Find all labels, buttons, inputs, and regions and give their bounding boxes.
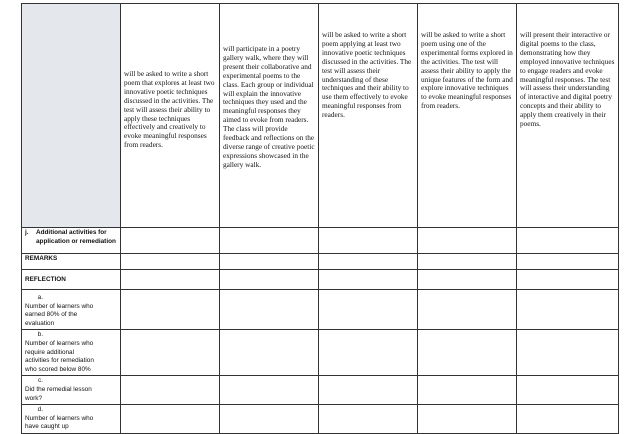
row-label: Number of learners who earned 80% of the evaluation [25, 302, 94, 327]
reflection-row [22, 270, 619, 290]
empty-cell[interactable] [517, 254, 619, 270]
empty-cell[interactable] [418, 228, 517, 254]
row-label: Number of learners who have caught up [25, 414, 94, 431]
empty-cell[interactable] [418, 376, 517, 405]
assessment-cell-4: will be asked to write a short poem using one of the experimental forms explored in the activities. The test will assess their ability to apply the unique features of the form and explore innovative techniques to evoke meaningful responses from readers. [418, 4, 517, 228]
empty-cell[interactable] [319, 228, 418, 254]
empty-cell[interactable] [319, 254, 418, 270]
reflection-d-label [22, 405, 121, 434]
empty-cell[interactable] [517, 330, 619, 376]
empty-cell[interactable] [418, 290, 517, 330]
assessment-row [22, 4, 619, 228]
empty-cell[interactable] [319, 376, 418, 405]
row-label: Number of learners who require additional activities for remediation who scored below 80% [25, 339, 94, 373]
reflection-c-label [22, 376, 121, 405]
lesson-plan-table [21, 3, 619, 434]
empty-cell[interactable] [220, 330, 319, 376]
empty-cell[interactable] [517, 228, 619, 254]
reflection-d-row [22, 405, 619, 434]
empty-cell[interactable] [319, 270, 418, 290]
empty-cell[interactable] [517, 270, 619, 290]
empty-cell[interactable] [418, 254, 517, 270]
additional-activities-label [22, 228, 121, 254]
reflection-a-label [22, 290, 121, 330]
row-label: Additional activities for application or remediation [36, 229, 116, 245]
assessment-label-cell [22, 4, 121, 228]
empty-cell[interactable] [121, 376, 220, 405]
empty-cell[interactable] [220, 254, 319, 270]
empty-cell[interactable] [517, 405, 619, 434]
empty-cell[interactable] [121, 330, 220, 376]
empty-cell[interactable] [220, 270, 319, 290]
reflection-label: REFLECTION [22, 270, 121, 290]
row-number: j. [25, 229, 29, 236]
reflection-b-row [22, 330, 619, 376]
remarks-row [22, 254, 619, 270]
empty-cell[interactable] [121, 270, 220, 290]
row-number: a. [37, 294, 43, 301]
empty-cell[interactable] [121, 228, 220, 254]
assessment-cell-2: will participate in a poetry gallery walk, where they will present their collaborative and experimental poems to the class. Each group or individual will explain the innovative techniques they used and the meaningful responses they aimed to evoke from readers. The class will provide feedback and reflections on the diverse range of creative poetic expressions showcased in the gallery walk. [220, 4, 319, 228]
remarks-label: REMARKS [22, 254, 121, 270]
row-number: d. [37, 406, 43, 414]
assessment-cell-1: will be asked to write a short poem that explores at least two innovative poetic techniques discussed in the activities. The test will assess their ability to apply these techniques effectively and creatively to evoke meaningful responses from readers. [121, 4, 220, 228]
empty-cell[interactable] [121, 290, 220, 330]
empty-cell[interactable] [418, 270, 517, 290]
row-number: b. [37, 331, 43, 339]
reflection-b-label [22, 330, 121, 376]
empty-cell[interactable] [220, 405, 319, 434]
empty-cell[interactable] [517, 290, 619, 330]
assessment-cell-3: will be asked to write a short poem applying at least two innovative poetic techniques discussed in the activities. The test will assess their understanding of these techniques and their ability to use them effectively to evoke meaningful responses from readers. [319, 4, 418, 228]
empty-cell[interactable] [220, 376, 319, 405]
reflection-c-row [22, 376, 619, 405]
empty-cell[interactable] [220, 228, 319, 254]
empty-cell[interactable] [319, 405, 418, 434]
empty-cell[interactable] [121, 254, 220, 270]
row-number: c. [38, 377, 43, 385]
empty-cell[interactable] [220, 290, 319, 330]
reflection-a-row [22, 290, 619, 330]
empty-cell[interactable] [121, 405, 220, 434]
empty-cell[interactable] [319, 330, 418, 376]
row-label: Did the remedial lesson work? [25, 385, 92, 402]
empty-cell[interactable] [418, 330, 517, 376]
empty-cell[interactable] [517, 376, 619, 405]
additional-activities-row [22, 228, 619, 254]
empty-cell[interactable] [319, 290, 418, 330]
assessment-cell-5: will present their interactive or digital poems to the class, demonstrating how they employed innovative techniques to engage readers and evoke meaningful responses. The test will assess their understanding of interactive and digital poetry concepts and their ability to apply them creatively in their poems. [517, 4, 619, 228]
empty-cell[interactable] [418, 405, 517, 434]
